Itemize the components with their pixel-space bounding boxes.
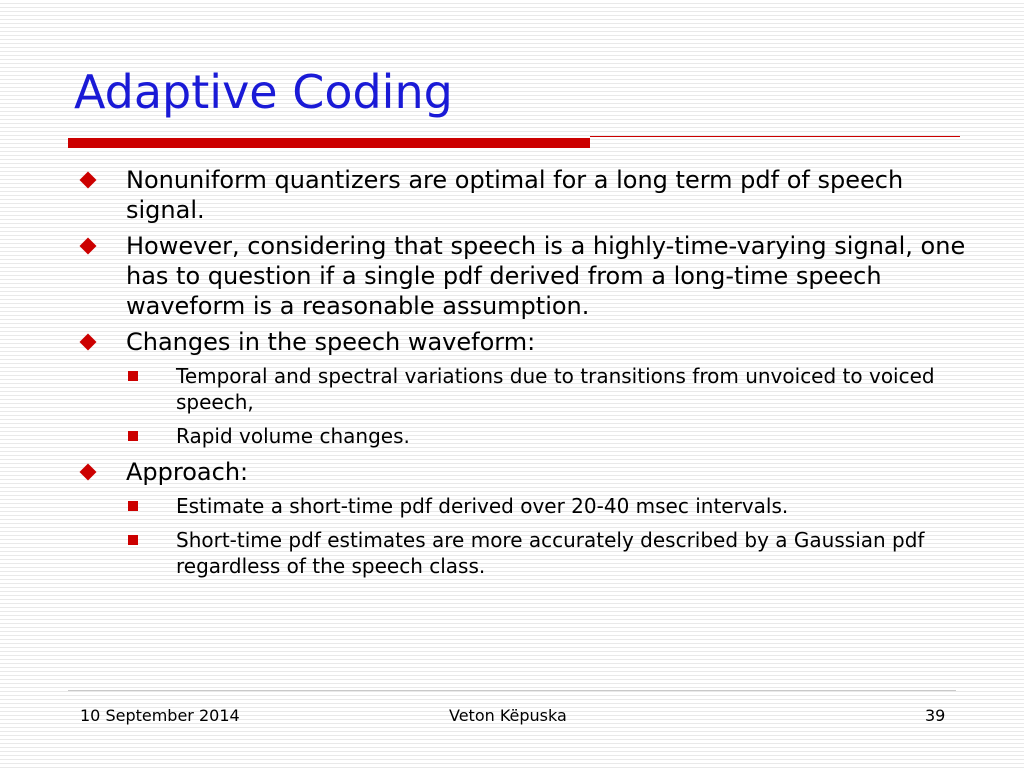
- bullet-text: Approach:: [126, 458, 249, 486]
- slide-title: Adaptive Coding: [74, 65, 453, 119]
- bullet-item: [76, 231, 966, 321]
- sub-bullet-item: [76, 423, 966, 449]
- slide-body: [76, 165, 966, 587]
- sub-bullet-item: [76, 363, 966, 415]
- diamond-bullet-icon: [80, 464, 97, 481]
- square-bullet-icon: [128, 431, 138, 441]
- diamond-bullet-icon: [80, 172, 97, 189]
- square-bullet-icon: [128, 371, 138, 381]
- footer-date: 10 September 2014: [80, 706, 240, 725]
- slide-number: 39: [925, 706, 946, 725]
- bullet-text: Changes in the speech waveform:: [126, 328, 536, 356]
- bullet-text: Nonuniform quantizers are optimal for a long term pdf of speech signal.: [126, 166, 904, 224]
- sub-bullet-text: Rapid volume changes.: [176, 424, 410, 448]
- sub-bullet-text: Estimate a short-time pdf derived over 20-40 msec intervals.: [176, 494, 789, 518]
- sub-bullet-text: Short-time pdf estimates are more accurately described by a Gaussian pdf regardless of the speech class.: [176, 528, 925, 578]
- diamond-bullet-icon: [80, 334, 97, 351]
- bullet-item: [76, 327, 966, 357]
- square-bullet-icon: [128, 535, 138, 545]
- bullet-text: However, considering that speech is a highly-time-varying signal, one has to question if a single pdf derived from a long-time speech waveform is a reasonable assumption.: [126, 232, 966, 320]
- footer-divider: [68, 690, 956, 691]
- sub-bullet-item: [76, 493, 966, 519]
- title-underline-thin: [590, 136, 960, 137]
- footer-author: Veton Këpuska: [449, 706, 567, 725]
- bullet-item: [76, 457, 966, 487]
- square-bullet-icon: [128, 501, 138, 511]
- diamond-bullet-icon: [80, 238, 97, 255]
- title-underline-thick: [68, 138, 590, 148]
- bullet-item: [76, 165, 966, 225]
- sub-bullet-item: [76, 527, 966, 579]
- sub-bullet-text: Temporal and spectral variations due to transitions from unvoiced to voiced speech,: [176, 364, 935, 414]
